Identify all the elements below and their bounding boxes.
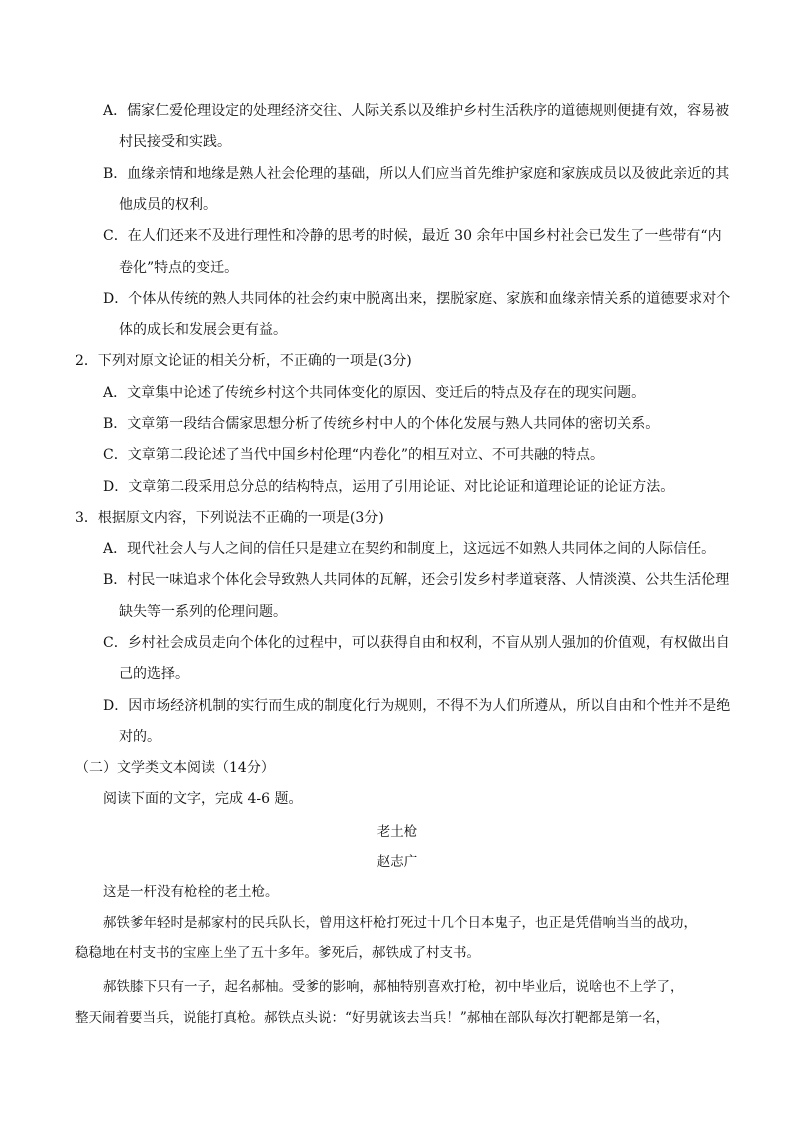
q3-option-b-line2: 缺失等一系列的伦理问题。	[119, 604, 287, 620]
question-3-stem: 3．根据原文内容，下列说法不正确的一项是(3分)	[75, 510, 384, 526]
story-title: 老土枪	[376, 824, 418, 840]
q2-option-d: D．文章第二段采用总分总的结构特点，运用了引用论证、对比论证和道理论证的论证方法。	[103, 479, 675, 495]
q1-option-b-line2: 他成员的权利。	[119, 197, 217, 213]
q1-option-a-line1: A．儒家仁爱伦理设定的处理经济交往、人际关系以及维护乡村生活秩序的道德规则便捷有效，容易被	[103, 103, 730, 119]
q3-option-c-line1: C．乡村社会成员走向个体化的过程中，可以获得自由和权利，不盲从别人强加的价值观，有权做出自	[103, 635, 730, 651]
q1-option-d-line2: 体的成长和发展会更有益。	[119, 322, 287, 338]
section-heading: （二）文学类文本阅读（14分）	[75, 760, 275, 776]
q3-option-c-line2: 己的选择。	[119, 666, 189, 682]
question-2-stem: 2．下列对原文论证的相关分析，不正确的一项是(3分)	[75, 353, 412, 369]
q1-option-c-line2: 卷化”特点的变迁。	[119, 260, 239, 276]
q2-option-b: B．文章第一段结合儒家思想分析了传统乡村中人的个体化发展与熟人共同体的密切关系。	[103, 416, 660, 432]
q1-option-a-line2: 村民接受和实践。	[119, 134, 231, 150]
q2-option-a: A．文章集中论述了传统乡村这个共同体变化的原因、变迁后的特点及存在的现实问题。	[103, 385, 646, 401]
q1-option-d-line1: D．个体从传统的熟人共同体的社会约束中脱离出来，摆脱家庭、家族和血缘亲情关系的道德要求对个	[103, 291, 731, 307]
story-author: 赵志广	[376, 854, 418, 870]
q1-option-b-line1: B．血缘亲情和地缘是熟人社会伦理的基础，所以人们应当首先维护家庭和家族成员以及彼此亲近的其	[103, 166, 730, 182]
story-paragraph-2-line1: 郝铁爹年轻时是郝家村的民兵队长，曾用这杆枪打死过十几个日本鬼子，也正是凭借响当当的战功，	[103, 915, 697, 931]
story-paragraph-3-line1: 郝铁膝下只有一子，起名郝柚。受爹的影响，郝柚特别喜欢打枪，初中毕业后，说啥也不上学了，	[103, 979, 684, 995]
story-paragraph-2-line2: 稳稳地在村支书的宝座上坐了五十多年。爹死后，郝铁成了村支书。	[75, 945, 480, 961]
q3-option-d-line1: D．因市场经济机制的实行而生成的制度化行为规则，不得不为人们所遵从，所以自由和个性并不是绝	[103, 698, 731, 714]
q3-option-d-line2: 对的。	[119, 729, 161, 745]
story-paragraph-1: 这是一杆没有枪栓的老土枪。	[103, 884, 279, 900]
q1-option-c-line1: C．在人们还来不及进行理性和冷静的思考的时候，最近 30 余年中国乡村社会已发生了一些带有“内	[103, 228, 722, 244]
q2-option-c: C．文章第二段论述了当代中国乡村伦理“内卷化”的相互对立、不可共融的特点。	[103, 447, 605, 463]
reading-instruction: 阅读下面的文字，完成 4-6 题。	[103, 791, 303, 807]
story-paragraph-3-line2: 整天闹着要当兵，说能打真枪。郝铁点头说：“好男就该去当兵！”郝柚在部队每次打靶都是第一名，	[75, 1010, 670, 1026]
q3-option-b-line1: B．村民一味追求个体化会导致熟人共同体的瓦解，还会引发乡村孝道衰落、人情淡漠、公共生活伦理	[103, 572, 730, 588]
q3-option-a: A．现代社会人与人之间的信任只是建立在契约和制度上，这远远不如熟人共同体之间的人际信任。	[103, 541, 716, 557]
